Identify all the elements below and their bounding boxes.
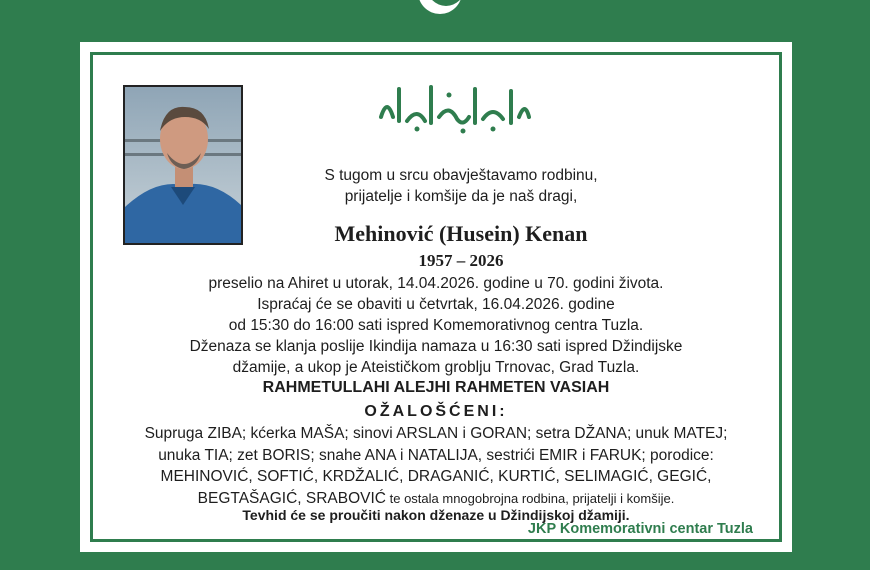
rahmet-line: RAHMETULLAHI ALEJHI RAHMETEN VASIAH	[262, 379, 610, 396]
intro-line-2: prijatelje i komšije da je naš dragi,	[344, 188, 578, 205]
announcement-body	[113, 273, 759, 378]
mourners-line-1: Supruga ZIBA; kćerka MAŠA; sinovi ARSLAN i GORAN; setra DŽANA; unuk MATEJ;	[144, 425, 728, 442]
body-line-5: džamije, a ukop je Ateističkom groblju Trnovac, Grad Tuzla.	[232, 359, 640, 376]
footer-organization: JKP Komemorativni centar Tuzla	[527, 521, 753, 537]
tevhid-note: Tevhid će se proučiti nakon dženaze u Džindijskoj džamiji.	[242, 507, 630, 523]
portrait-photo	[123, 85, 243, 245]
arabic-calligraphy-icon	[373, 77, 533, 137]
deceased-years: 1957 – 2026	[418, 251, 504, 270]
mourners-list	[113, 423, 759, 509]
body-line-4: Dženaza se klanja poslije Ikindija namaza u 16:30 sati ispred Džindijske	[189, 338, 683, 355]
crescent-star-icon	[405, 0, 475, 28]
mourners-line-4	[113, 488, 759, 510]
intro-line-1: S tugom u srcu obavještavamo rodbinu,	[324, 167, 598, 184]
mourners-line-2: unuka TIA; zet BORIS; snahe ANA i NATALIJA, sestrići EMIR i FARUK; porodice:	[158, 446, 714, 464]
mourners-title: OŽALOŠĆENI:	[364, 403, 508, 420]
body-line-3: od 15:30 do 16:00 sati ispred Komemorativnog centra Tuzla.	[228, 317, 644, 334]
notice-border	[90, 52, 782, 542]
mourners-line-4-rest: te ostala mnogobrojna rodbina, prijatelji i komšije.	[386, 490, 675, 506]
body-line-1: preselio na Ahiret u utorak, 14.04.2026. godine u 70. godini života.	[208, 275, 664, 292]
body-line-2: Ispraćaj će se obaviti u četvrtak, 16.04.2026. godine	[257, 296, 615, 313]
notice-paper	[80, 42, 792, 552]
intro-text	[243, 165, 679, 207]
mourners-line-4-families: BEGTAŠAGIĆ, SRABOVIĆ	[197, 489, 386, 507]
mourners-line-3: MEHINOVIĆ, SOFTIĆ, KRDŽALIĆ, DRAGANIĆ, KURTIĆ, SELIMAGIĆ, GEGIĆ,	[160, 468, 712, 485]
deceased-name: Mehinović (Husein) Kenan	[334, 221, 588, 246]
